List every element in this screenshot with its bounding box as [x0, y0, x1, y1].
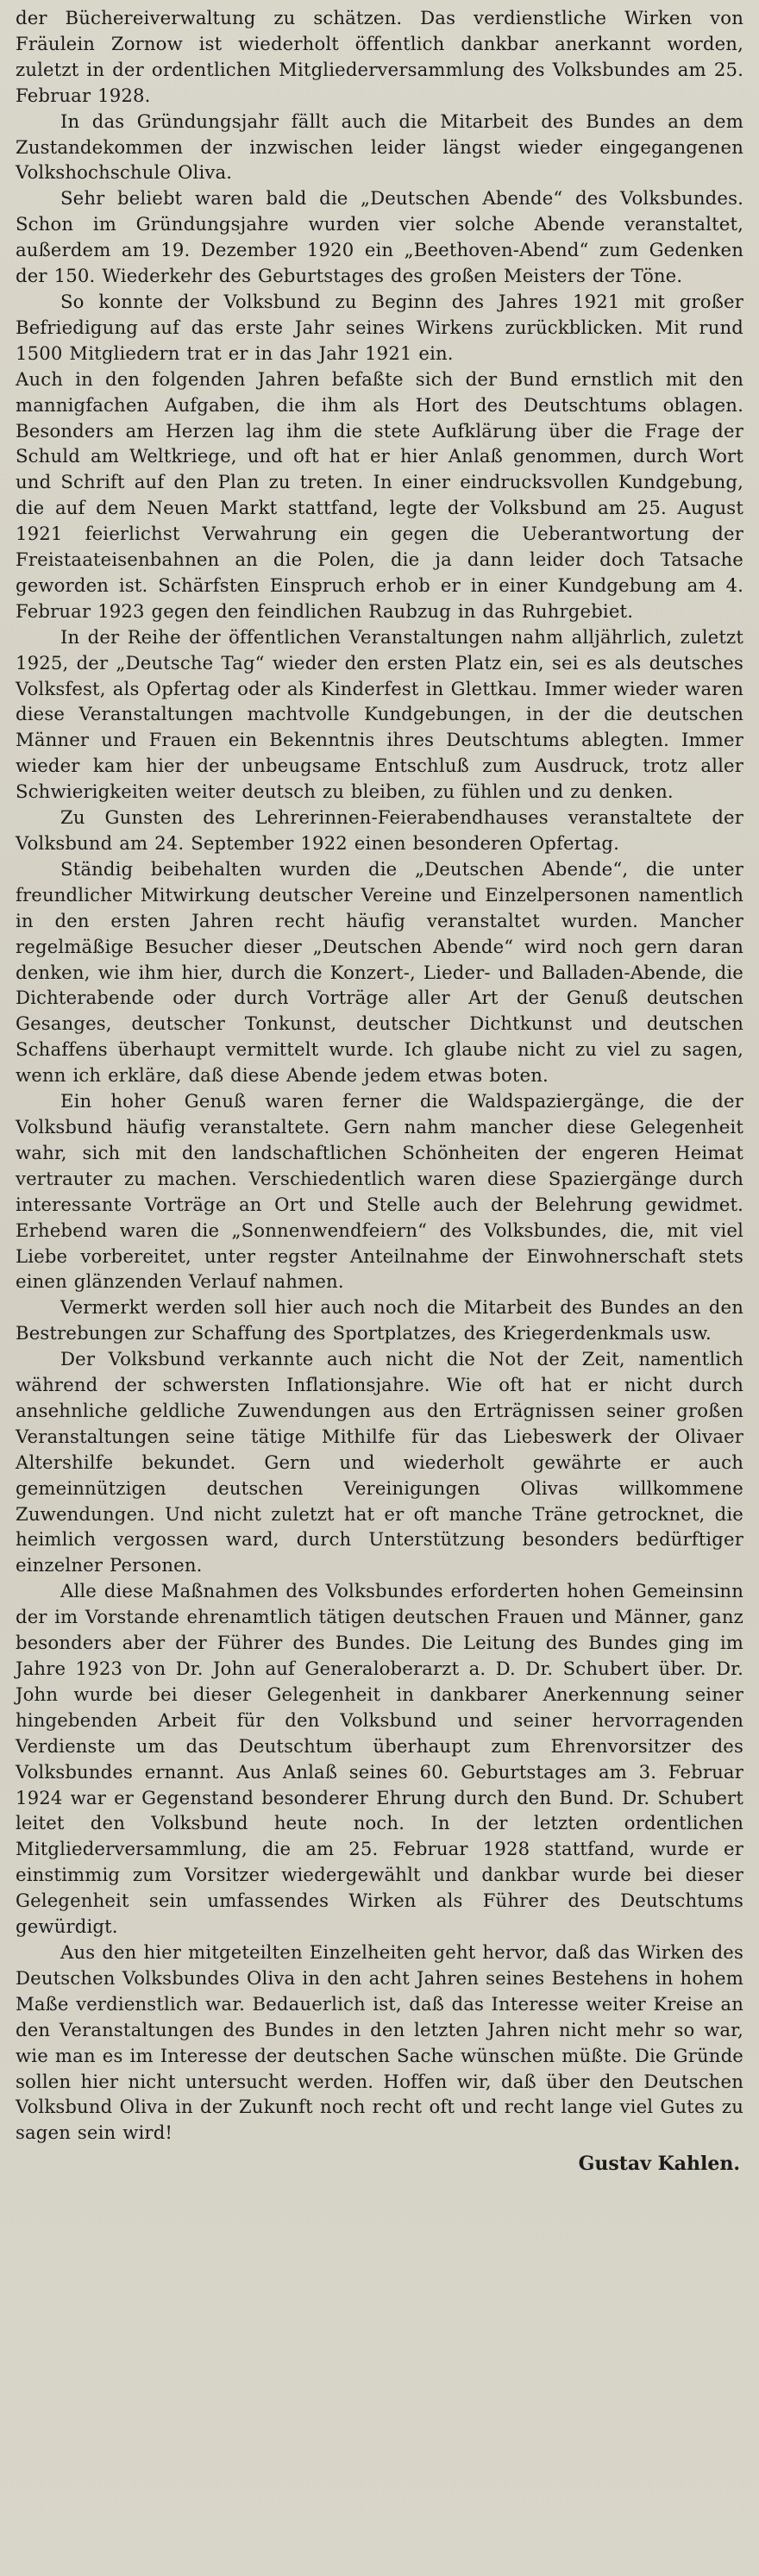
article-paragraph: Ein hoher Genuß waren ferner die Waldspaziergänge, die der Volksbund häufig veranstaltete. Gern nahm mancher diese Gelegenheit wahr, sich mit den landschaftlichen Schönheiten der engeren Heimat vertrauter zu machen. Verschiedentlich waren diese Spaziergänge durch interessante Vorträge an Ort und Stelle auch der Belehrung gewidmet. Erhebend waren die „Sonnenwendfeiern“ des Volksbundes, die, mit viel Liebe vorbereitet, unter regster Anteilnahme der Einwohnerschaft stets einen glänzenden Verlauf nahmen.: [16, 1090, 743, 1293]
article-paragraph: In der Reihe der öffentlichen Veranstaltungen nahm alljährlich, zuletzt 1925, der „Deutsche Tag“ wieder den ersten Platz ein, sei es als deutsches Volksfest, als Opfertag oder als Kinderfest in Glettkau. Immer wieder waren diese Veranstaltungen machtvolle Kundgebungen, in der die deutschen Männer und Frauen ein Bekenntnis ihres Deutschtums ablegten. Immer wieder kam hier der unbeugsame Entschluß zum Ausdruck, trotz aller Schwierigkeiten weiter deutsch zu bleiben, zu fühlen und zu denken.: [16, 625, 743, 803]
article-paragraph: Auch in den folgenden Jahren befaßte sich der Bund ernstlich mit den mannigfachen Aufgaben, die ihm als Hort des Deutschtums oblagen. Besonders am Herzen lag ihm die stete Aufklärung über die Frage der Schuld am Weltkriege, und oft hat er hier Anlaß genommen, durch Wort und Schrift auf den Plan zu treten. In einer eindrucksvollen Kundgebung, die auf dem Neuen Markt stattfand, legte der Volksbund am 25. August 1921 feierlichst Verwahrung ein gegen die Ueberantwortung der Freistaateisenbahnen an die Polen, die ja dann leider doch Tatsache geworden ist. Schärfsten Einspruch erhob er in einer Kundgebung am 4. Februar 1923 gegen den feindlichen Raubzug in das Ruhrgebiet.: [16, 367, 743, 622]
article-paragraph: So konnte der Volksbund zu Beginn des Jahres 1921 mit großer Befriedigung auf das erste Jahr seines Wirkens zurückblicken. Mit rund 1500 Mitgliedern trat er in das Jahr 1921 ein.: [16, 290, 743, 364]
article-paragraph: Zu Gunsten des Lehrerinnen-Feierabendhauses veranstaltete der Volksbund am 24. September 1922 einen besonderen Opfertag.: [16, 806, 743, 854]
article-paragraph: Vermerkt werden soll hier auch noch die Mitarbeit des Bundes an den Bestrebungen zur Schaffung des Sportplatzes, des Kriegerdenkmals usw.: [16, 1296, 743, 1344]
article-paragraph: In das Gründungsjahr fällt auch die Mitarbeit des Bundes an dem Zustandekommen der inzwischen leider längst wieder eingegangenen Volkshochschule Oliva.: [16, 110, 743, 184]
article-paragraph: Der Volksbund verkannte auch nicht die Not der Zeit, namentlich während der schwersten Inflationsjahre. Wie oft hat er nicht durch ansehnliche geldliche Zuwendungen aus den Erträgnissen seiner großen Veranstaltungen seine tätige Mithilfe für das Liebeswerk der Olivaer Altershilfe bekundet. Gern und wiederholt gewährte er auch gemeinnützigen deutschen Vereinigungen Olivas willkommene Zuwendungen. Und nicht zuletzt hat er oft manche Träne getrocknet, die heimlich vergossen ward, durch Unterstützung besonders bedürftiger einzelner Personen.: [16, 1348, 743, 1576]
article-paragraph: Ständig beibehalten wurden die „Deutschen Abende“, die unter freundlicher Mitwirkung deutscher Vereine und Einzelpersonen namentlich in den ersten Jahren recht häufig veranstaltet wurden. Mancher regelmäßige Besucher dieser „Deutschen Abende“ wird noch gern daran denken, wie ihm hier, durch die Konzert-, Lieder- und Balladen-Abende, die Dichterabende oder durch Vorträge aller Art der Genuß deutschen Gesanges, deutscher Tonkunst, deutscher Dichtkunst und deutschen Schaffens überhaupt vermittelt wurde. Ich glaube nicht zu viel zu sagen, wenn ich erkläre, daß diese Abende jedem etwas boten.: [16, 857, 743, 1087]
article-paragraph: Sehr beliebt waren bald die „Deutschen Abende“ des Volksbundes. Schon im Gründungsjahre wurden vier solche Abende veranstaltet, außerdem am 19. Dezember 1920 ein „Beethoven-Abend“ zum Gedenken der 150. Wiederkehr des Geburtstages des großen Meisters der Töne.: [16, 187, 743, 287]
article-paragraph: Alle diese Maßnahmen des Volksbundes erforderten hohen Gemeinsinn der im Vorstande ehrenamtlich tätigen deutschen Frauen und Männer, ganz besonders aber der Führer des Bundes. Die Leitung des Bundes ging im Jahre 1923 von Dr. John auf Generaloberarzt a. D. Dr. Schubert über. Dr. John wurde bei dieser Gelegenheit in dankbarer Anerkennung seiner hingebenden Arbeit für den Volksbund und seiner hervorragenden Verdienste um das Deutschtum überhaupt zum Ehrenvorsitzer des Volksbundes ernannt. Aus Anlaß seines 60. Geburtstages am 3. Februar 1924 war er Gegenstand besonderer Ehrung durch den Bund. Dr. Schubert leitet den Volksbund heute noch. In der letzten ordentlichen Mitgliederversammlung, die am 25. Februar 1928 stattfand, wurde er einstimmig zum Vorsitzer wiedergewählt und dankbar wurde bei dieser Gelegenheit sein umfassendes Wirken als Führer des Deutschtums gewürdigt.: [16, 1580, 743, 1938]
article-column: [16, 5, 743, 2177]
author-signature: Gustav Kahlen.: [578, 2153, 740, 2176]
article-paragraph: Aus den hier mitgeteilten Einzelheiten geht hervor, daß das Wirken des Deutschen Volksbundes Oliva in den acht Jahren seines Bestehens in hohem Maße verdienstlich war. Bedauerlich ist, daß das Interesse weiter Kreise an den Veranstaltungen des Bundes in den letzten Jahren nicht mehr so war, wie man es im Interesse der deutschen Sache wünschen müßte. Die Gründe sollen hier nicht untersucht werden. Hoffen wir, daß über den Deutschen Volksbund Oliva in der Zukunft noch recht oft und recht lange viel Gutes zu sagen sein wird!: [16, 1940, 743, 2144]
article-paragraph: der Büchereiverwaltung zu schätzen. Das verdienstliche Wirken von Fräulein Zornow ist wiederholt öffentlich dankbar anerkannt worden, zuletzt in der ordentlichen Mitgliederversammlung des Volksbundes am 25. Februar 1928.: [16, 7, 743, 106]
